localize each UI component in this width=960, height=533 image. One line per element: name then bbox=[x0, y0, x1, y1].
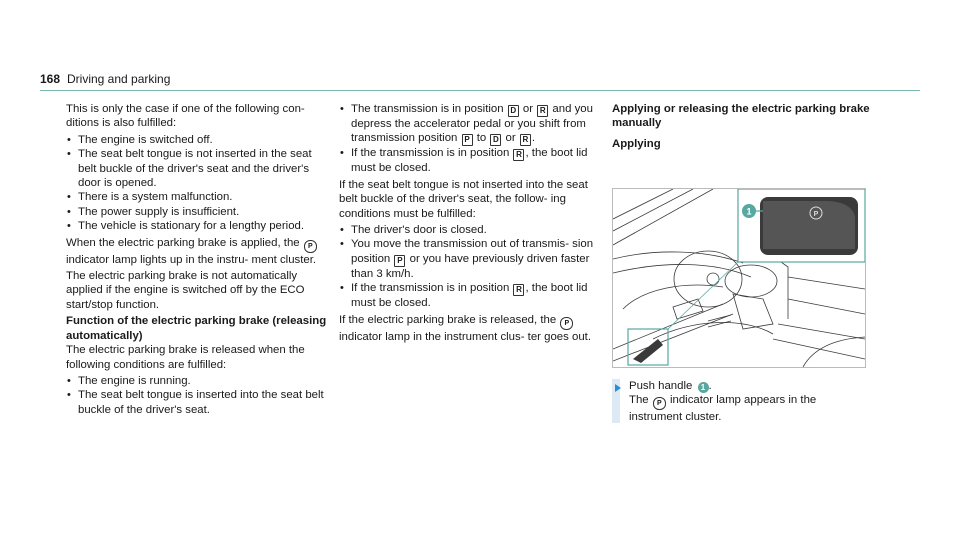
text: . bbox=[531, 132, 536, 145]
step-arrow-icon bbox=[615, 384, 621, 392]
key-p-icon: P bbox=[462, 134, 473, 146]
key-r-icon: R bbox=[513, 284, 524, 296]
not-inserted-text: If the seat belt tongue is not inserted into the seat belt buckle of the driver's seat, the follow- ing conditions must be fulfilled: bbox=[339, 178, 588, 220]
not-auto-text: The electric parking brake is not automatically applied if the engine is switched off by the ECO start/stop function. bbox=[66, 270, 305, 311]
parking-brake-icon: P bbox=[304, 240, 317, 253]
key-r-icon: R bbox=[520, 134, 531, 146]
text: . bbox=[708, 380, 712, 392]
column-1 bbox=[66, 102, 328, 419]
callout-1-label: 1 bbox=[746, 206, 752, 217]
text: Push handle bbox=[629, 380, 693, 392]
text: If the transmission is in position bbox=[351, 147, 510, 160]
list-item: • The engine is running. bbox=[66, 374, 328, 388]
callout-1-icon: 1 bbox=[698, 382, 709, 393]
applied-text-a: When the electric parking brake is applied, the bbox=[66, 236, 300, 249]
applied-text bbox=[66, 236, 328, 267]
list-item: • The vehicle is stationary for a lengthy period. bbox=[66, 219, 328, 233]
text: If the electric parking brake is released, the bbox=[339, 313, 557, 326]
list-item: • The power supply is insufficient. bbox=[66, 205, 328, 219]
text: or bbox=[505, 132, 516, 145]
released-intro: The electric parking brake is released when the following conditions are fulfilled: bbox=[66, 344, 305, 371]
text: indicator lamp in the instrument clus- ter goes out. bbox=[339, 330, 591, 343]
column-2 bbox=[339, 102, 603, 346]
not-inserted-list bbox=[339, 223, 603, 311]
parking-brake-icon: P bbox=[653, 397, 666, 410]
text: You move the transmission out of transmis- sion position bbox=[351, 238, 594, 265]
text: , the boot lid must be closed. bbox=[351, 147, 588, 175]
conditions-list bbox=[66, 133, 328, 234]
key-d-icon: D bbox=[490, 134, 501, 146]
subheading-applying: Applying bbox=[612, 137, 661, 150]
dashboard-illustration bbox=[612, 188, 866, 368]
page-number: 168 bbox=[40, 72, 61, 86]
list-item: • The driver's door is closed. bbox=[339, 223, 603, 237]
parking-brake-icon: P bbox=[560, 317, 573, 330]
text: , the boot lid must be closed. bbox=[351, 282, 588, 310]
step-text bbox=[629, 379, 869, 425]
list-item bbox=[339, 237, 603, 281]
heading-releasing: Function of the electric parking brake (releasing automatically) bbox=[66, 315, 327, 342]
list-item: • The seat belt tongue is inserted into the seat belt buckle of the driver's seat. bbox=[66, 388, 328, 417]
callout-1-icon bbox=[742, 204, 756, 218]
text: The bbox=[629, 394, 649, 407]
text: If the transmission is in position bbox=[351, 282, 510, 295]
key-d-icon: D bbox=[508, 105, 519, 117]
parking-brake-switch-label: P bbox=[813, 211, 819, 218]
text: indicator lamp appears in the instrument cluster. bbox=[629, 394, 817, 424]
dashboard-line-drawing bbox=[613, 189, 865, 367]
key-r-icon: R bbox=[537, 105, 548, 117]
list-item bbox=[339, 102, 603, 146]
section-title: Driving and parking bbox=[67, 72, 171, 86]
column-3 bbox=[612, 102, 874, 151]
transmission-list bbox=[339, 102, 603, 176]
header-rule bbox=[40, 90, 920, 91]
list-item: • The seat belt tongue is not inserted in the seat belt buckle of the driver's seat and the driver's door is opened. bbox=[66, 147, 328, 190]
heading-manual: Applying or releasing the electric parking brake manually bbox=[612, 103, 870, 130]
text: and you depress the accelerator pedal or you shift from transmission position bbox=[351, 103, 593, 145]
list-item bbox=[339, 281, 603, 310]
intro-text: This is only the case if one of the following con- ditions is also fulfilled: bbox=[66, 103, 305, 130]
text: or bbox=[522, 103, 534, 115]
list-item: • There is a system malfunction. bbox=[66, 190, 328, 204]
key-p-icon: P bbox=[394, 255, 405, 267]
text: to bbox=[476, 132, 487, 145]
text: The transmission is in position bbox=[351, 103, 504, 115]
applied-text-b: indicator lamp lights up in the instru- ment cluster. bbox=[66, 253, 317, 266]
key-r-icon: R bbox=[513, 149, 524, 161]
released-conditions-list bbox=[66, 374, 328, 417]
text: or you have previously driven faster than 3 km/h. bbox=[351, 252, 590, 280]
list-item bbox=[339, 146, 603, 175]
list-item: • The engine is switched off. bbox=[66, 133, 328, 147]
released-text bbox=[339, 313, 603, 344]
page-header bbox=[40, 72, 920, 90]
